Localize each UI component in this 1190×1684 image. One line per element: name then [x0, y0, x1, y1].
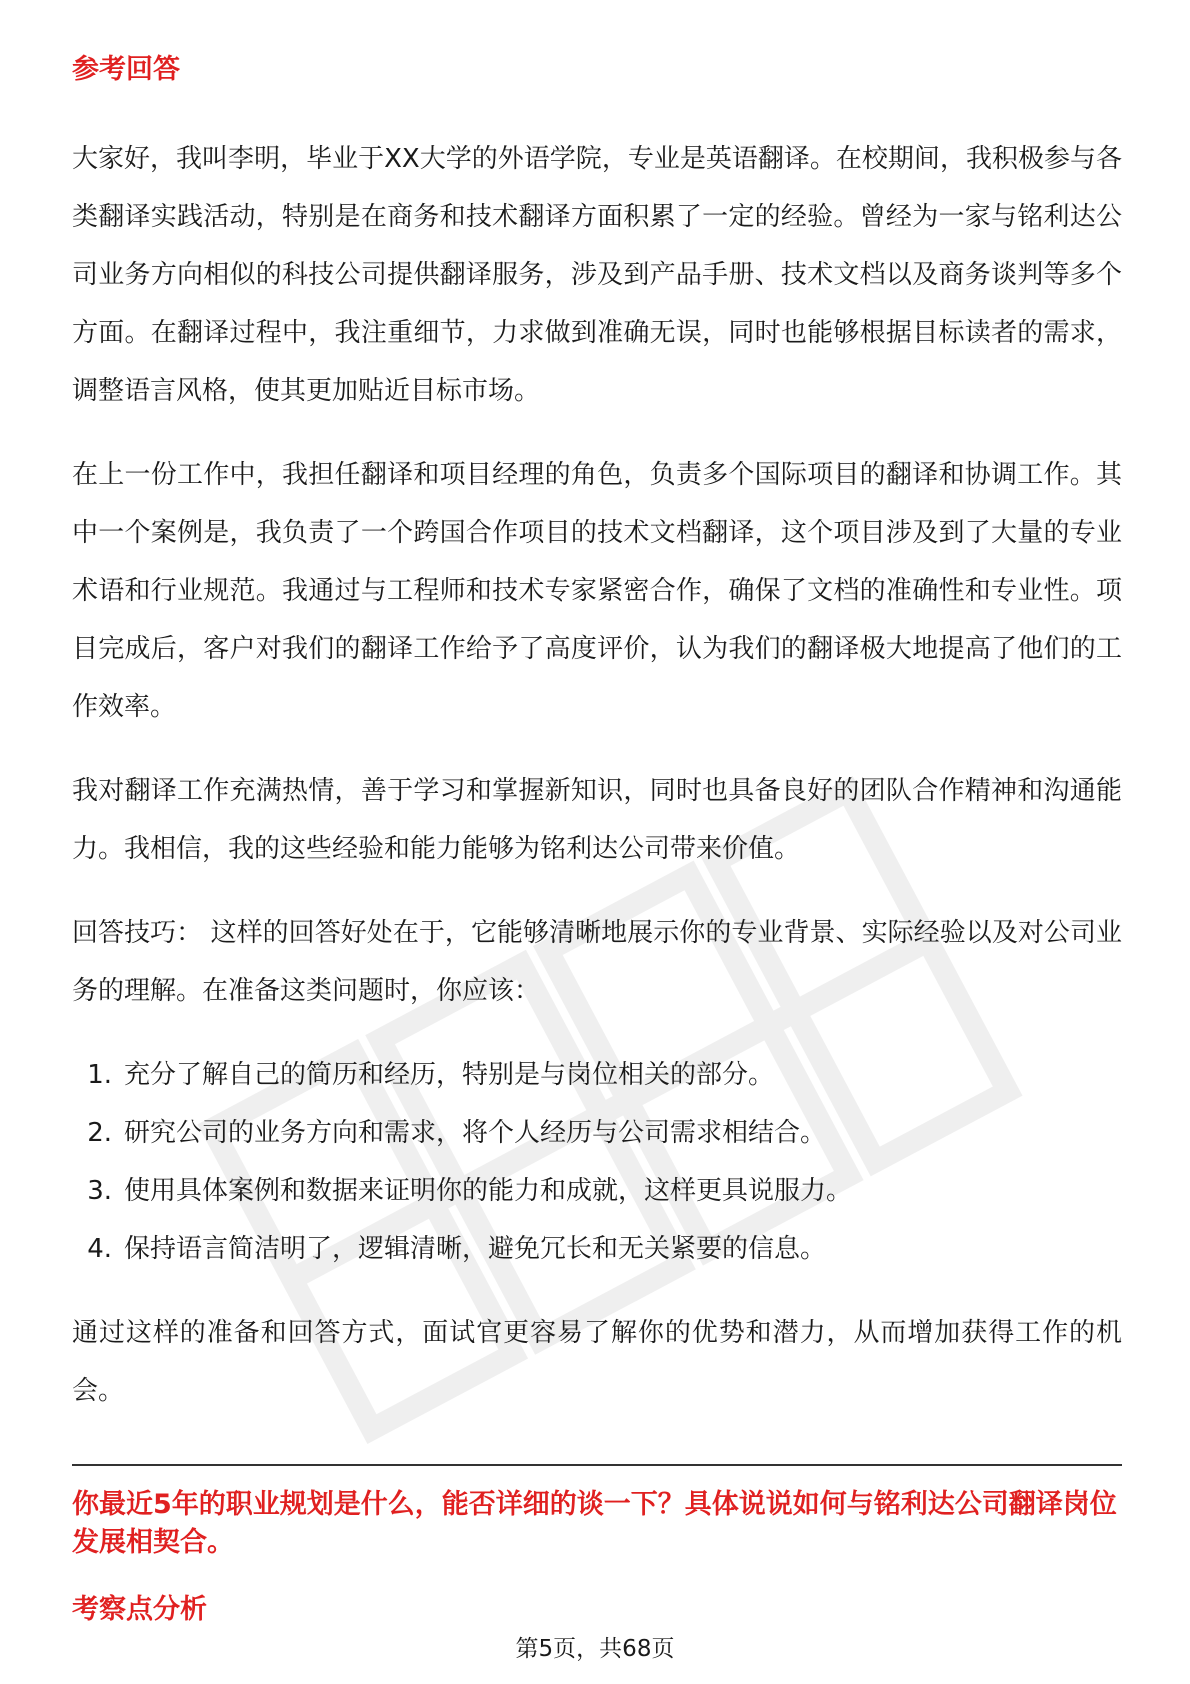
tips-intro: 回答技巧： 这样的回答好处在于，它能够清晰地展示你的专业背景、实际经验以及对公司业务的理解。在准备这类问题时，你应该： — [72, 918, 1122, 1006]
list-item-text: 研究公司的业务方向和需求，将个人经历与公司需求相结合。 — [124, 1118, 827, 1148]
next-question-title: 你最近5年的职业规划是什么，能否详细的谈一下？具体说说如何与铭利达公司翻译岗位发展相契合。 — [72, 1489, 1117, 1558]
list-item-text: 充分了解自己的简历和经历，特别是与岗位相关的部分。 — [124, 1060, 775, 1090]
tips-list — [72, 1046, 1122, 1278]
section-title-analysis: 考察点分析 — [72, 1594, 207, 1625]
list-item-text: 使用具体案例和数据来证明你的能力和成就，这样更具说服力。 — [124, 1176, 853, 1206]
answer-paragraph-3: 我对翻译工作充满热情，善于学习和掌握新知识，同时也具备良好的团队合作精神和沟通能力。我相信，我的这些经验和能力能够为铭利达公司带来价值。 — [72, 776, 1122, 864]
list-item-number: 3. — [87, 1176, 112, 1206]
tips-conclusion: 通过这样的准备和回答方式，面试官更容易了解你的优势和潜力，从而增加获得工作的机会。 — [72, 1318, 1122, 1406]
list-item — [72, 1046, 1122, 1104]
document-content — [72, 52, 1122, 1628]
answer-paragraph-1: 大家好，我叫李明，毕业于XX大学的外语学院，专业是英语翻译。在校期间，我积极参与各类翻译实践活动，特别是在商务和技术翻译方面积累了一定的经验。曾经为一家与铭利达公司业务方向相似的科技公司提供翻译服务，涉及到产品手册、技术文档以及商务谈判等多个方面。在翻译过程中，我注重细节，力求做到准确无误，同时也能够根据目标读者的需求，调整语言风格，使其更加贴近目标市场。 — [72, 144, 1122, 406]
list-item-number: 1. — [87, 1060, 112, 1090]
list-item-text: 保持语言简洁明了，逻辑清晰，避免冗长和无关紧要的信息。 — [124, 1234, 827, 1264]
list-item — [72, 1220, 1122, 1278]
list-item — [72, 1162, 1122, 1220]
list-item-number: 4. — [87, 1234, 112, 1264]
answer-paragraph-2: 在上一份工作中，我担任翻译和项目经理的角色，负责多个国际项目的翻译和协调工作。其中一个案例是，我负责了一个跨国合作项目的技术文档翻译，这个项目涉及到了大量的专业术语和行业规范。我通过与工程师和技术专家紧密合作，确保了文档的准确性和专业性。项目完成后，客户对我们的翻译工作给予了高度评价，认为我们的翻译极大地提高了他们的工作效率。 — [72, 460, 1122, 722]
page-number: 第5页，共68页 — [515, 1636, 675, 1662]
list-item-number: 2. — [87, 1118, 112, 1148]
section-title-reference-answer: 参考回答 — [72, 54, 180, 85]
list-item — [72, 1104, 1122, 1162]
